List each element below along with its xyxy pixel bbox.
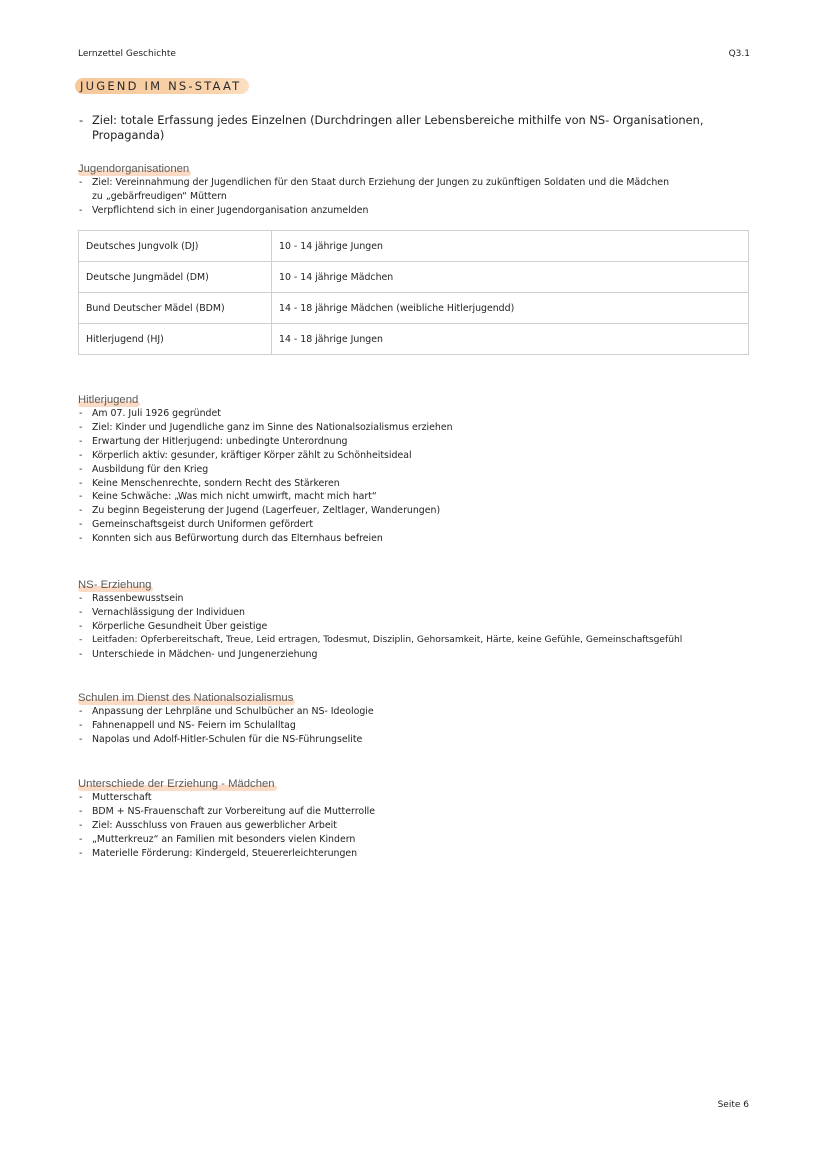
list-item: - Körperlich aktiv: gesunder, kräftiger Körper zählt zu Schönheitsideal (78, 449, 758, 463)
table-cell: 14 - 18 jährige Jungen (272, 324, 749, 355)
list-item: - Materielle Förderung: Kindergeld, Steuererleichterungen (78, 847, 758, 861)
table-cell: Bund Deutscher Mädel (BDM) (79, 293, 272, 324)
table-cell: 10 - 14 jährige Jungen (272, 231, 749, 262)
list-item: - Leitfaden: Opferbereitschaft, Treue, Leid ertragen, Todesmut, Disziplin, Gehorsamkeit, Härte, keine Gefühle, Gemeinschaftsgefühl (78, 634, 758, 648)
section-schulen (78, 686, 758, 747)
table-cell: Deutsches Jungvolk (DJ) (79, 231, 272, 262)
bullet-list (78, 592, 758, 662)
bullet-list (78, 176, 678, 218)
list-item: - Mutterschaft (78, 791, 758, 805)
section-ns-erziehung (78, 573, 758, 662)
table-cell: Hitlerjugend (HJ) (79, 324, 272, 355)
page-number: Seite 6 (717, 1100, 749, 1110)
list-item: - Unterschiede in Mädchen- und Jungenerziehung (78, 648, 758, 662)
goal-item: - Ziel: totale Erfassung jedes Einzelnen (Durchdringen aller Lebensbereiche mithilfe von NS- Organisationen, Propaganda) (78, 113, 768, 143)
table-cell: Deutsche Jungmädel (DM) (79, 262, 272, 293)
organisations-table (78, 230, 749, 355)
section-heading: Unterschiede der Erziehung - Mädchen (78, 778, 275, 790)
header-subject: Lernzettel Geschichte (78, 49, 176, 59)
list-item: - Am 07. Juli 1926 gegründet (78, 407, 758, 421)
list-item: - Keine Menschenrechte, sondern Recht des Stärkeren (78, 477, 758, 491)
section-hitlerjugend (78, 388, 758, 546)
table-cell: 14 - 18 jährige Mädchen (weibliche Hitlerjugendd) (272, 293, 749, 324)
section-jugendorganisationen (78, 157, 758, 218)
page-title: JUGEND IM NS-STAAT (75, 78, 249, 94)
list-item: - Vernachlässigung der Individuen (78, 606, 758, 620)
list-item: - „Mutterkreuz“ an Familien mit besonders vielen Kindern (78, 833, 758, 847)
list-item: - Verpflichtend sich in einer Jugendorganisation anzumelden (78, 204, 678, 218)
section-maedchen (78, 772, 758, 861)
list-item: - Rassenbewusstsein (78, 592, 758, 606)
bullet-list (78, 407, 758, 546)
list-item: - Gemeinschaftsgeist durch Uniformen gefördert (78, 518, 758, 532)
list-item: - Fahnenappell und NS- Feiern im Schulalltag (78, 719, 758, 733)
table-row (79, 293, 749, 324)
list-item: - Ziel: Vereinnahmung der Jugendlichen für den Staat durch Erziehung der Jungen zu zukünftigen Soldaten und die Mädchen zu „gebärfreudigen“ Müttern (78, 176, 678, 204)
section-heading: NS- Erziehung (78, 579, 152, 591)
list-item: - Körperliche Gesundheit Über geistige (78, 620, 758, 634)
list-item: - Napolas und Adolf-Hitler-Schulen für die NS-Führungselite (78, 733, 758, 747)
list-item: - Keine Schwäche: „Was mich nicht umwirft, macht mich hart“ (78, 490, 758, 504)
bullet-list (78, 791, 758, 861)
list-item: - Erwartung der Hitlerjugend: unbedingte Unterordnung (78, 435, 758, 449)
table-cell: 10 - 14 jährige Mädchen (272, 262, 749, 293)
list-item: - Anpassung der Lehrpläne und Schulbücher an NS- Ideologie (78, 705, 758, 719)
list-item: - BDM + NS-Frauenschaft zur Vorbereitung auf die Mutterrolle (78, 805, 758, 819)
table-row (79, 324, 749, 355)
list-item: - Konnten sich aus Befürwortung durch das Elternhaus befreien (78, 532, 758, 546)
table-row (79, 231, 749, 262)
section-heading: Jugendorganisationen (78, 163, 190, 175)
list-item: - Zu beginn Begeisterung der Jugend (Lagerfeuer, Zeltlager, Wanderungen) (78, 504, 758, 518)
goal-list (78, 113, 768, 143)
bullet-list (78, 705, 758, 747)
list-item: - Ziel: Kinder und Jugendliche ganz im Sinne des Nationalsozialismus erziehen (78, 421, 758, 435)
section-heading: Hitlerjugend (78, 394, 139, 406)
list-item: - Ziel: Ausschluss von Frauen aus gewerblicher Arbeit (78, 819, 758, 833)
list-item: - Ausbildung für den Krieg (78, 463, 758, 477)
table-row (79, 262, 749, 293)
header-course: Q3.1 (728, 49, 750, 59)
section-heading: Schulen im Dienst des Nationalsozialismus (78, 692, 294, 704)
